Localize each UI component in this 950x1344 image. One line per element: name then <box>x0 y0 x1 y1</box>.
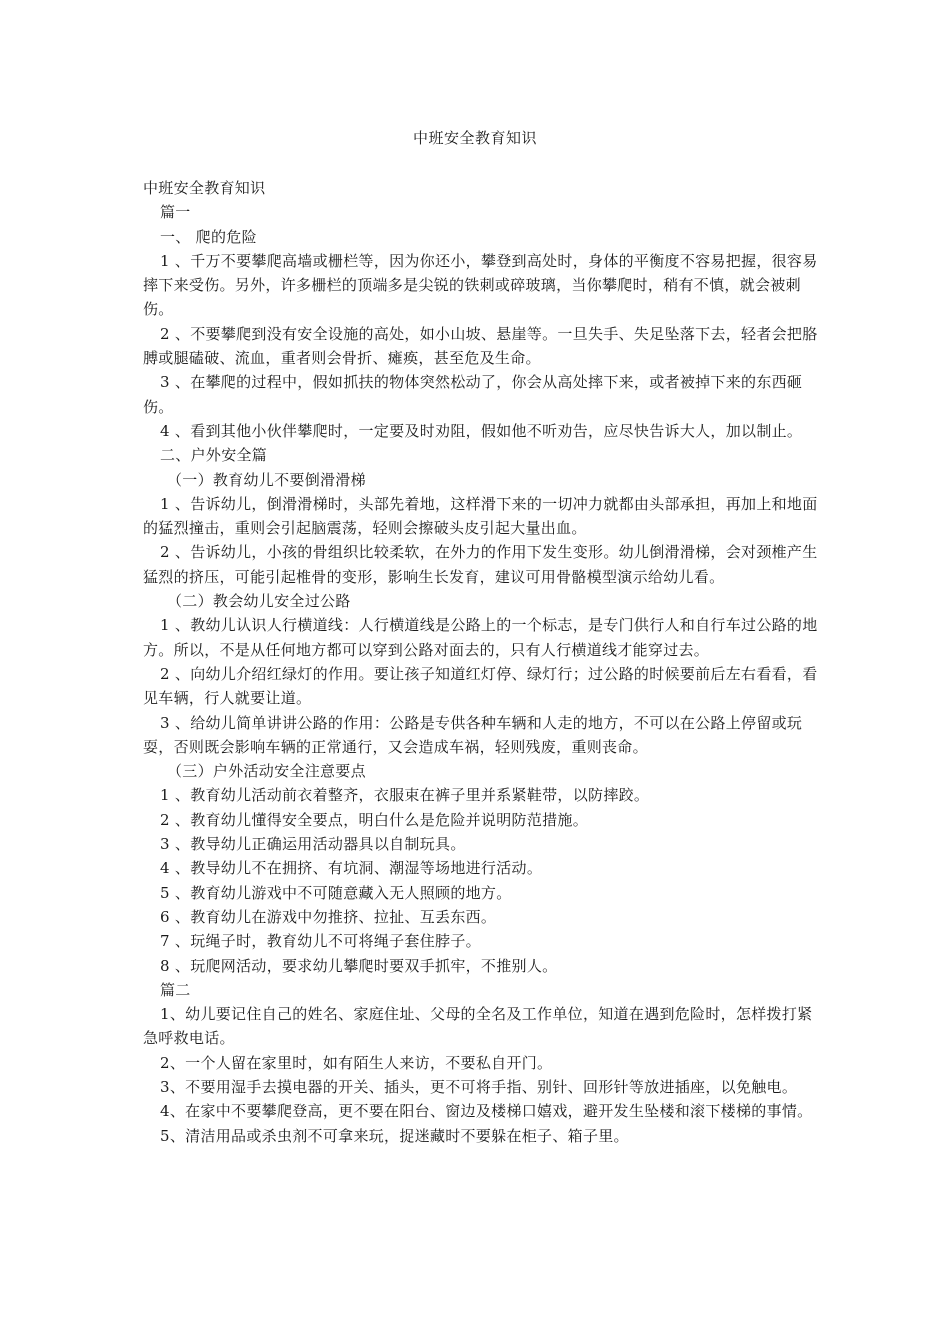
section-label: 一、 爬的危险 <box>160 227 257 246</box>
subsection-heading: （一）教育幼儿不要倒滑滑梯 <box>167 470 366 489</box>
numbered-paragraph: 2 、不要攀爬到没有安全设施的高处，如小山坡、悬崖等。一旦失手、失足坠落下去，轻者会把胳膊或腿磕破、流血，重者则会骨折、瘫痪，甚至危及生命。 <box>143 324 818 368</box>
numbered-paragraph: 5 、教育幼儿游戏中不可随意藏入无人照顾的地方。 <box>160 883 512 902</box>
numbered-paragraph: 3 、在攀爬的过程中，假如抓扶的物体突然松动了，你会从高处摔下来，或者被掉下来的东西砸伤。 <box>143 373 803 416</box>
numbered-paragraph: 2 、告诉幼儿，小孩的骨组织比较柔软，在外力的作用下发生变形。幼儿倒滑滑梯，会对颈椎产生猛烈的挤压，可能引起椎骨的变形，影响生长发育，建议可用骨骼模型演示给幼儿看。 <box>143 543 818 586</box>
numbered-paragraph: 4、在家中不要攀爬登高，更不要在阳台、窗边及楼梯口嬉戏，避开发生坠楼和滚下楼梯的事情。 <box>160 1102 813 1121</box>
document-title: 中班安全教育知识 <box>412 129 537 147</box>
numbered-paragraph: 3 、给幼儿简单讲讲公路的作用：公路是专供各种车辆和人走的地方，不可以在公路上停留或玩耍，否则既会影响车辆的正常通行，又会造成车祸，轻则残废，重则丧命。 <box>143 713 803 756</box>
numbered-paragraph: 3 、教导幼儿正确运用活动器具以自制玩具。 <box>160 835 466 854</box>
numbered-paragraph: 1 、教幼儿认识人行横道线：人行横道线是公路上的一个标志，是专门供行人和自行车过公路的地方。所以，不是从任何地方都可以穿到公路对面去的，只有人行横道线才能穿过去。 <box>143 616 818 659</box>
numbered-paragraph: 1 、教育幼儿活动前衣着整齐，衣服束在裤子里并系紧鞋带，以防摔跤。 <box>160 786 650 805</box>
numbered-paragraph: 8 、玩爬网活动，要求幼儿攀爬时要双手抓牢，不推别人。 <box>160 956 558 975</box>
subsection-heading: （三）户外活动安全注意要点 <box>167 762 366 781</box>
document-body <box>143 176 823 1148</box>
numbered-paragraph: 2 、向幼儿介绍红绿灯的作用。要让孩子知道红灯停、绿灯行；过公路的时候要前后左右看看，看见车辆，行人就要让道。 <box>143 664 818 708</box>
numbered-paragraph: 4 、看到其他小伙伴攀爬时，一定要及时劝阻，假如他不听劝告，应尽快告诉大人，加以制止。 <box>160 421 803 440</box>
numbered-paragraph: 2、一个人留在家里时，如有陌生人来访，不要私自开门。 <box>160 1053 553 1072</box>
numbered-paragraph: 1、幼儿要记住自己的姓名、家庭住址、父母的全名及工作单位，知道在遇到危险时，怎样拨打紧急呼救电话。 <box>143 1005 813 1048</box>
section-label: 篇二 <box>160 980 191 999</box>
section-label: 二、户外安全篇 <box>160 446 268 465</box>
subsection-heading: （二）教会幼儿安全过公路 <box>167 592 351 611</box>
numbered-paragraph: 2 、教育幼儿懂得安全要点，明白什么是危险并说明防范措施。 <box>160 810 589 829</box>
numbered-paragraph: 1 、告诉幼儿，倒滑滑梯时，头部先着地，这样滑下来的一切冲力就都由头部承担，再加上和地面的猛烈撞击，重则会引起脑震荡，轻则会擦破头皮引起大量出血。 <box>143 494 818 538</box>
numbered-paragraph: 6 、教育幼儿在游戏中勿推挤、拉扯、互丢东西。 <box>160 907 497 926</box>
numbered-paragraph: 3、不要用湿手去摸电器的开关、插头，更不可将手指、别针、回形针等放进插座，以免触电。 <box>160 1077 798 1096</box>
numbered-paragraph: 7 、玩绳子时，教育幼儿不可将绳子套住脖子。 <box>160 932 481 951</box>
numbered-paragraph: 1 、千万不要攀爬高墙或栅栏等，因为你还小，攀登到高处时，身体的平衡度不容易把握，很容易摔下来受伤。另外，许多栅栏的顶端多是尖锐的铁刺或碎玻璃，当你攀爬时，稍有不慎，就会被刺伤。 <box>143 251 818 319</box>
section-heading: 中班安全教育知识 <box>143 179 266 197</box>
section-label: 篇一 <box>160 203 191 222</box>
numbered-paragraph: 5、清洁用品或杀虫剂不可拿来玩，捉迷藏时不要躲在柜子、箱子里。 <box>160 1126 629 1145</box>
numbered-paragraph: 4 、教导幼儿不在拥挤、有坑洞、潮湿等场地进行活动。 <box>160 859 543 878</box>
